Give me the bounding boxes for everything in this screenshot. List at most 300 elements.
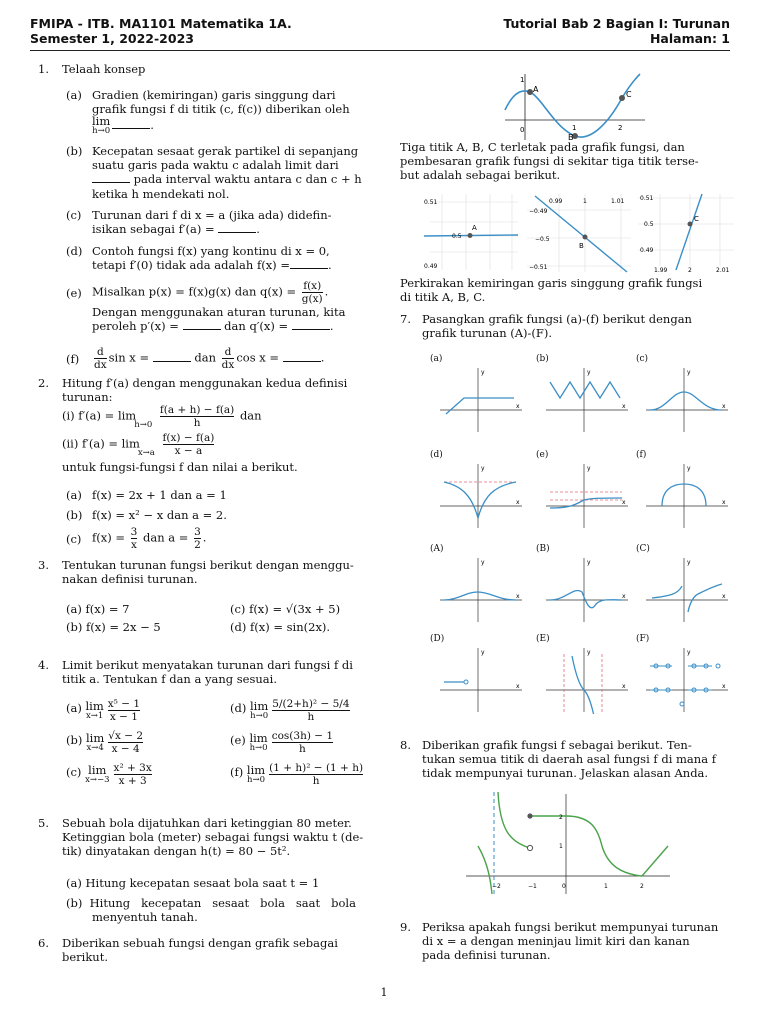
semester: Semester 1, 2022-2023 (30, 31, 194, 46)
axis-y-label: y (481, 369, 485, 376)
q1a-text (92, 88, 374, 136)
zoom-graph-b (527, 192, 631, 274)
text-line: titik a. Tentukan f dan a yang sesuai. (62, 672, 277, 687)
axis-y-label: y (587, 649, 591, 656)
q7-graph (436, 462, 524, 530)
fraction (302, 280, 323, 305)
graph-curve (550, 498, 622, 508)
q7-text (422, 312, 732, 340)
tick-x: −2 (492, 883, 501, 890)
text-line: turunan: (62, 390, 113, 405)
axis-y-label: y (481, 649, 485, 656)
fraction (114, 762, 152, 787)
blank-field[interactable] (218, 222, 256, 233)
axis-x-label: x (722, 683, 726, 690)
fraction (108, 698, 140, 723)
denominator: h (269, 774, 363, 787)
numerator: √x − 2 (108, 730, 144, 742)
text-line: but adalah sebagai berikut. (400, 168, 561, 183)
text-line: ketika h mendekati nol. (92, 186, 230, 201)
item-text: f(x) = 2x + 1 dan a = 1 (92, 488, 227, 502)
text-line: di titik A, B, C. (400, 290, 486, 305)
lim-sub: h→0 (249, 742, 268, 753)
q6-main-graph (500, 70, 650, 142)
q7-graph (436, 366, 524, 434)
zoom-point-b (583, 235, 588, 240)
curve-far-left (478, 846, 492, 894)
graph-curve (444, 592, 516, 600)
text-line: pada definisi turunan. (422, 948, 551, 963)
axis-y-label: y (687, 649, 691, 656)
q1d-text (92, 244, 374, 272)
segment-right (642, 846, 668, 876)
axis-x-label: x (622, 683, 626, 690)
text-line: peroleh p′(x) = (92, 319, 179, 334)
lim-word: lim (249, 730, 268, 745)
text-line: Tiga titik A, B, C terletak pada grafik fungsi, dan (400, 140, 685, 154)
axis-x-label: x (722, 593, 726, 600)
numerator: x² + 3x (113, 762, 152, 774)
text-line: tukan semua titik di daerah asal fungsi f di mana f (422, 752, 716, 767)
blank-field[interactable] (112, 118, 150, 129)
graph-curve (446, 398, 514, 414)
axis-y-label: y (587, 465, 591, 472)
q5-number: 5. (38, 816, 49, 830)
numerator: d (96, 346, 104, 358)
q6-number: 6. (38, 936, 49, 950)
limit (85, 698, 104, 721)
q3-item-c: (c) f(x) = √(3x + 5) (230, 602, 341, 616)
zoom-graph-a (422, 192, 518, 274)
tick: −0.49 (529, 208, 548, 215)
tick: 0.51 (424, 199, 438, 206)
q2-text (62, 376, 374, 475)
def-i (62, 404, 374, 432)
numerator: 5/(2+h)² − 5/4 (272, 698, 350, 710)
denominator: x − 4 (108, 742, 143, 755)
tick: 1.99 (654, 267, 668, 274)
text-line: isikan sebagai f′(a) = (92, 222, 215, 237)
numerator: 3 (194, 526, 201, 538)
q4-item-d (230, 698, 352, 723)
text-line: dan q′(x) = (224, 319, 289, 334)
graph-curve (550, 382, 620, 398)
fraction (269, 762, 363, 787)
axis-x-label: x (516, 593, 520, 600)
q5-item-b: (b) Hitung kecepatan sesaat bola saat bola (66, 896, 356, 910)
lim-sub: x→1 (85, 710, 104, 721)
limit (246, 762, 266, 785)
q4-number: 4. (38, 658, 49, 672)
lim-word: lim (86, 730, 105, 745)
blank-field[interactable] (290, 258, 328, 269)
header-right (503, 16, 730, 46)
limit (92, 116, 110, 136)
item-label: (d) (230, 700, 247, 715)
denominator: h (272, 710, 349, 723)
text: sin x = (108, 350, 150, 365)
item-label: (b) (66, 144, 83, 158)
limit (86, 730, 105, 753)
item-label: (e) (66, 286, 82, 300)
item-text: f(x) = x² − x dan a = 2. (92, 508, 227, 522)
q7-graph (542, 556, 630, 624)
q7-number: 7. (400, 312, 411, 326)
q4-item-e (230, 730, 335, 755)
lim-word: lim (92, 114, 111, 129)
text-line: berikut. (62, 950, 108, 965)
tick-x-2: 2 (618, 124, 623, 132)
tick: 0.5 (452, 233, 462, 240)
graph-curve (444, 482, 516, 518)
denominator: g(x) (301, 293, 323, 305)
axis-y-label: y (687, 369, 691, 376)
fraction (272, 698, 349, 723)
lim-sub: h→0 (247, 774, 266, 785)
numerator: f(x) − f(a) (162, 432, 215, 445)
denominator: h (272, 742, 333, 755)
text-line: pembesaran grafik fungsi di sekitar tiga titik terse- (400, 154, 699, 169)
text-line: Diberikan sebuah fungsi dengan grafik sebagai (62, 936, 338, 950)
text: dan a = (143, 530, 189, 545)
text-line: Turunan dari f di x = a (jika ada) didefin- (92, 208, 332, 222)
text-line: grafik turunan (A)-(F). (422, 326, 553, 341)
numerator: d (224, 346, 232, 358)
q3-item-d: (d) f(x) = sin(2x). (230, 620, 331, 634)
q7-graph-label: (a) (430, 354, 443, 364)
q7-graph-label: (c) (636, 354, 649, 364)
tick-x-0: 0 (520, 126, 525, 134)
fraction (108, 730, 143, 755)
blank-field[interactable] (183, 319, 221, 330)
q7-graph (542, 462, 630, 530)
tick: 1 (583, 198, 587, 205)
fraction (194, 526, 201, 551)
lim-sub-wrap (137, 440, 155, 458)
header-rule (30, 50, 730, 51)
q1-item-d (66, 244, 374, 273)
text-line: tidak mempunyai turunan. Jelaskan alasan Anda. (422, 766, 709, 781)
q7-graph (642, 366, 730, 434)
numerator: 3 (130, 526, 138, 538)
q5-item-a: (a) Hitung kecepatan sesaat bola saat t = 1 (66, 876, 320, 890)
item-label: (c) (66, 532, 82, 546)
q6-text (62, 936, 374, 964)
axis-x-label: x (622, 593, 626, 600)
item-label: (b) (66, 508, 83, 522)
tick: 2 (688, 267, 692, 274)
tick: 1.01 (611, 198, 625, 205)
numerator: f(x) (303, 280, 322, 292)
zoom-label-a: A (472, 224, 477, 232)
q7-graph-label: (e) (536, 450, 549, 460)
closed-point (527, 813, 532, 818)
q1-number: 1. (38, 62, 49, 76)
text: cos x = (236, 350, 280, 365)
text-line: Tentukan turunan fungsi berikut dengan menggu- (62, 558, 354, 572)
open-point (464, 680, 468, 684)
q8-graph (462, 790, 672, 896)
axis-x-label: x (722, 499, 726, 506)
q5-text (62, 816, 374, 859)
lim-word: lim (250, 698, 269, 713)
q7-graph-label: (F) (636, 634, 650, 644)
q1-item-c (66, 208, 374, 237)
denominator: x − 1 (108, 710, 140, 723)
lim-sub: h→0 (92, 126, 111, 137)
q4-item-f (230, 762, 365, 787)
punct: . (327, 258, 332, 273)
curve-middle (566, 816, 642, 876)
q2-number: 2. (38, 376, 49, 390)
numerator: (1 + h)² − (1 + h) (269, 762, 364, 774)
q2-item-b (66, 508, 366, 522)
course-title: FMIPA - ITB. MA1101 Matematika 1A. (30, 16, 292, 31)
axis-x-label: x (722, 403, 726, 410)
left-column (38, 62, 376, 965)
lim-sub-wrap (134, 412, 153, 430)
zoom-curve-c (676, 194, 702, 270)
q2c-text (92, 526, 206, 551)
numerator: x⁵ − 1 (107, 698, 141, 710)
item-label: (f) (230, 764, 244, 779)
tick: 0.51 (640, 195, 654, 202)
text-line: nakan definisi turunan. (62, 572, 198, 587)
q2-item-a (66, 488, 366, 502)
item-label: (c) (66, 764, 82, 779)
tick: 0.5 (644, 221, 654, 228)
denominator: dx (221, 359, 235, 371)
punct: . (256, 222, 260, 237)
tick: −0.5 (535, 236, 550, 243)
zoom-label-c: C (694, 215, 699, 223)
tick-y: 1 (559, 843, 563, 850)
q7-graph-label: (D) (430, 634, 445, 644)
q8-number: 8. (400, 738, 411, 752)
text-line: tik) dinyatakan dengan h(t) = 80 − 5t². (62, 844, 291, 859)
q4-text (62, 658, 374, 686)
text-line: Contoh fungsi f(x) yang kontinu di x = 0, (92, 244, 330, 258)
text-line: Sebuah bola dijatuhkan dari ketinggian 80 meter. (62, 816, 352, 830)
fraction (160, 404, 234, 429)
text-line: Diberikan grafik fungsi f sebagai berikut. Ten- (422, 738, 692, 752)
axis-y-label: y (587, 559, 591, 566)
punct: . (150, 118, 154, 133)
tick: 0.99 (549, 198, 563, 205)
q5-item-b-cont: menyentuh tanah. (92, 910, 198, 924)
denominator: dx (94, 359, 107, 371)
text-line: Kecepatan sesaat gerak partikel di sepanjang (92, 144, 359, 158)
page-number: 1 (380, 986, 388, 999)
q8-text (422, 738, 732, 781)
item-label: (a) (66, 700, 82, 715)
tick-y-1: 1 (520, 76, 525, 84)
item-label: (b) (66, 732, 83, 747)
header-left (30, 16, 292, 46)
label-a: A (533, 85, 539, 94)
graph-curve (550, 591, 622, 608)
text: (i) f′(a) = lim (62, 408, 137, 423)
fraction (272, 730, 333, 755)
lim-word: lim (88, 762, 107, 777)
text: dan (239, 408, 262, 423)
q7-graph (436, 556, 524, 624)
q4-item-a (66, 698, 142, 723)
q7-graph-label: (B) (536, 544, 550, 554)
q7-graph (642, 556, 730, 624)
tutorial-title: Tutorial Bab 2 Bagian I: Turunan (503, 16, 730, 31)
blank-field[interactable] (153, 351, 191, 362)
text-line: untuk fungsi-fungsi f dan nilai a berikut. (62, 460, 298, 475)
axis-x-label: x (622, 403, 626, 410)
q1b-text (92, 144, 374, 201)
tick: 0.49 (424, 263, 438, 270)
q3-number: 3. (38, 558, 49, 572)
label-c: C (626, 90, 632, 99)
denominator: x − a (163, 444, 215, 457)
text-line: pada interval waktu antara c dan c + h (133, 172, 362, 187)
q3-item-a: (a) f(x) = 7 (66, 602, 130, 616)
q7-graph-label: (d) (430, 450, 443, 460)
denominator: 2 (194, 539, 201, 551)
open-point (680, 702, 684, 706)
lim-word: lim (246, 762, 266, 777)
text-line: Limit berikut menyatakan turunan dari fungsi f di (62, 658, 353, 672)
q7-graph-label: (A) (430, 544, 444, 554)
graph-curve (652, 584, 722, 612)
label-b: B (568, 133, 574, 142)
item-label: (a) (66, 88, 82, 102)
zoom-graph-c (638, 192, 734, 274)
axis-y-label: y (481, 559, 485, 566)
blank-field[interactable] (92, 172, 130, 183)
q4-item-c (66, 762, 154, 787)
punct: . (320, 350, 325, 365)
axis-x-label: x (622, 499, 626, 506)
tick-x-1: 1 (572, 124, 577, 132)
text-line: Periksa apakah fungsi berikut mempunyai turunan (422, 920, 719, 934)
q3-text (62, 558, 374, 586)
axis-y-label: y (687, 465, 691, 472)
q7-graph (436, 646, 524, 714)
item-label: (a) (66, 488, 82, 502)
q9-text (422, 920, 732, 963)
denominator: x (131, 539, 137, 551)
q7-graph (542, 646, 630, 714)
numerator: f(a + h) − f(a) (159, 404, 235, 417)
tick-x: 0 (562, 883, 566, 890)
graph-curve (650, 392, 722, 410)
fraction (131, 526, 138, 551)
text: (ii) f′(a) = lim (62, 436, 140, 451)
page-label: Halaman: 1 (649, 31, 730, 46)
fraction (94, 346, 107, 371)
limit (249, 730, 268, 753)
text-line: Pasangkan grafik fungsi (a)-(f) berikut dengan (422, 312, 692, 326)
axis-x-label: x (516, 499, 520, 506)
tick-y: 2 (559, 814, 563, 821)
lim-sub: x→−3 (85, 774, 110, 785)
q1e-text: Misalkan p(x) = f(x)g(x) dan q(x) = $\frac{f(x)}{g(x)}$ . Dengan menggunakan aturan turunan, kita peroleh p′(x) = dan q′(x) = . (92, 280, 346, 334)
q4-item-b (66, 730, 145, 755)
text-line: Gradien (kemiringan) garis singgung dari (92, 88, 336, 102)
punct: . (329, 319, 334, 334)
blank-field[interactable] (292, 319, 330, 330)
zoom-point-a (468, 233, 473, 238)
axis-x-label: x (516, 683, 520, 690)
axis-y-label: y (587, 369, 591, 376)
q1-title: Telaah konsep (62, 62, 146, 76)
zoom-label-b: B (579, 242, 584, 250)
curve-left (498, 792, 530, 848)
tick-x: 2 (640, 883, 644, 890)
q7-graph-label: (f) (636, 450, 647, 460)
q1f-text (92, 346, 374, 371)
fraction (163, 432, 215, 457)
text-line: grafik fungsi f di titik (c, f(c)) diberikan oleh (92, 102, 350, 117)
tick: 0.49 (640, 247, 654, 254)
blank-field[interactable] (283, 351, 321, 362)
q1-item-a (66, 88, 374, 137)
open-point (716, 664, 720, 668)
q6-caption (400, 140, 732, 183)
lim-sub: x→a (137, 447, 155, 458)
text-line: suatu garis pada waktu c adalah limit dari (92, 158, 339, 173)
q7-graph (542, 366, 630, 434)
axis-y-label: y (481, 465, 485, 472)
lim-sub: h→0 (250, 710, 269, 721)
fraction (222, 346, 235, 371)
point-c (619, 95, 625, 101)
tick: 2.01 (716, 267, 730, 274)
item-label: (f) (66, 352, 80, 366)
q6-estimate (400, 276, 732, 304)
text-line: Hitung f′(a) dengan menggunakan kedua definisi (62, 376, 348, 390)
axis-y-label: y (687, 559, 691, 566)
item-label: (e) (230, 732, 246, 747)
text-line: Ketinggian bola (meter) sebagai fungsi waktu t (de- (62, 830, 364, 845)
lim-sub: x→4 (86, 742, 104, 753)
q1c-text (92, 208, 374, 236)
text: dan (194, 350, 217, 365)
limit (250, 698, 269, 721)
text-line: di x = a dengan meninjau limit kiri dan kanan (422, 934, 690, 949)
tick-x: −1 (528, 883, 537, 890)
q1-item-b (66, 144, 374, 201)
text-line: Dengan menggunakan aturan turunan, kita (92, 305, 346, 319)
text-line: Misalkan p(x) = f(x)g(x) dan q(x) = (92, 284, 297, 299)
axis-x-label: x (516, 403, 520, 410)
tick-x: 1 (604, 883, 608, 890)
denominator: x + 3 (114, 774, 152, 787)
q7-graph-label: (b) (536, 354, 549, 364)
limit (85, 762, 110, 785)
text-line: Perkirakan kemiringan garis singgung grafik fungsi (400, 276, 703, 290)
q7-graph (642, 646, 730, 714)
zoom-point-c (688, 222, 693, 227)
denominator: h (160, 416, 234, 429)
lim-word: lim (85, 698, 104, 713)
text-line: tetapi f′(0) tidak ada adalah f(x) = (92, 258, 290, 273)
punct: . (202, 530, 207, 545)
item-label: (c) (66, 208, 82, 222)
def-ii (62, 432, 374, 460)
tick: −0.51 (529, 264, 548, 271)
q7-graph-label: (E) (536, 634, 550, 644)
q7-graph (642, 462, 730, 530)
q9-number: 9. (400, 920, 411, 934)
numerator: cos(3h) − 1 (271, 730, 334, 742)
